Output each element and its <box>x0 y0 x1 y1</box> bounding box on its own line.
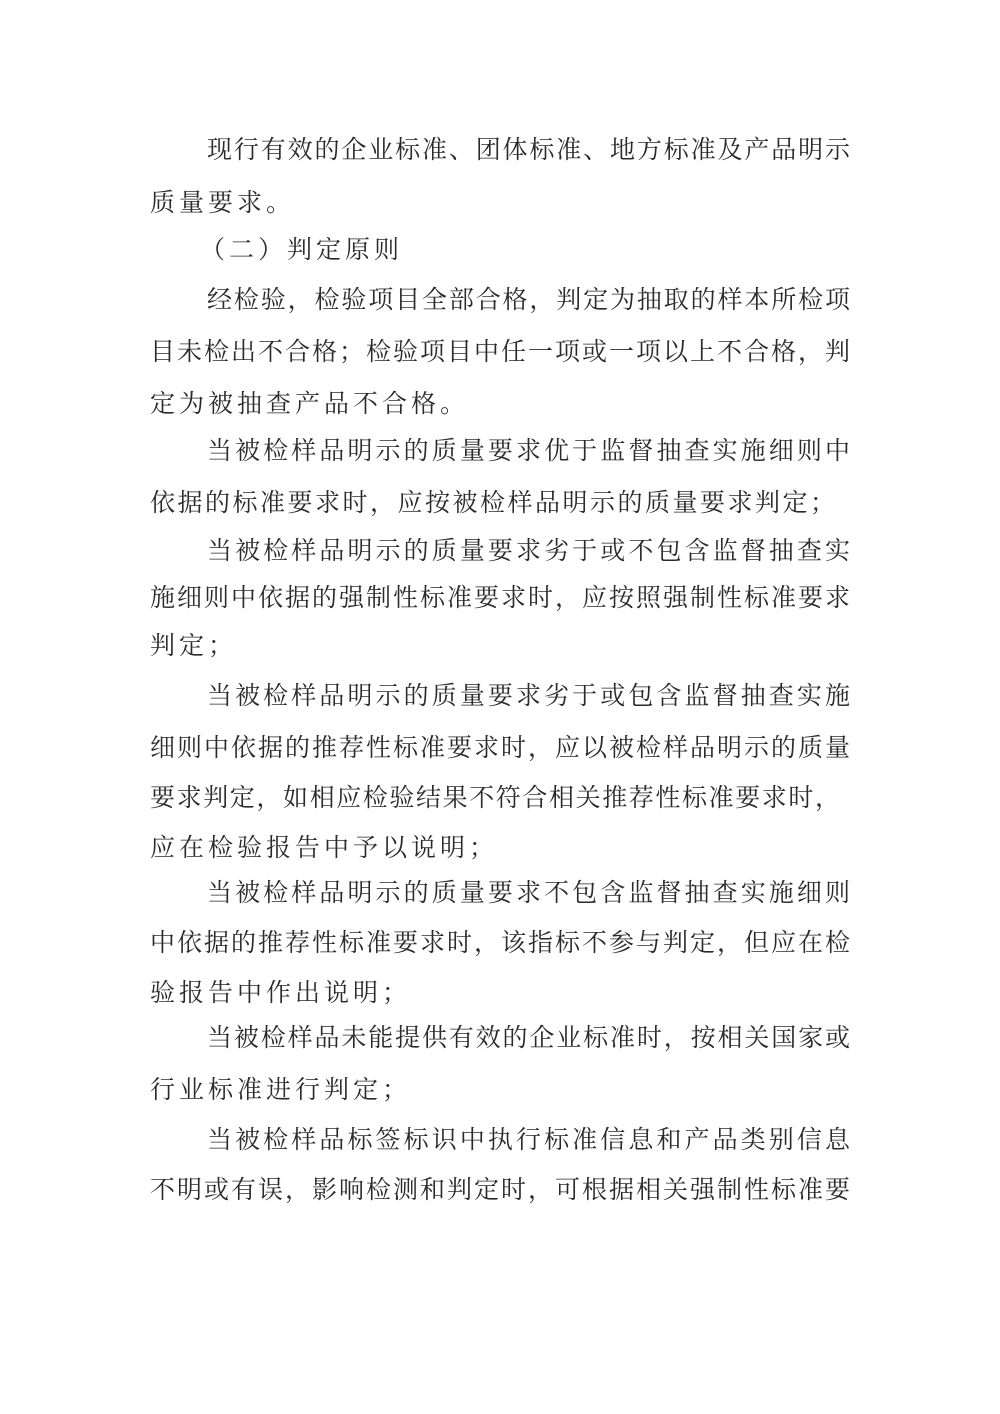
text-line: 行业标准进行判定； <box>150 1075 412 1104</box>
text-line: 当被检样品明示的质量要求不包含监督抽查实施细则 <box>207 878 850 907</box>
text-line: 中依据的推荐性标准要求时，该指标不参与判定，但应在检 <box>150 928 850 957</box>
text-line: 依据的标准要求时，应按被检样品明示的质量要求判定； <box>150 488 835 517</box>
text-line: 验报告中作出说明； <box>150 978 412 1007</box>
text-line: 当被检样品明示的质量要求劣于或不包含监督抽查实 <box>207 536 850 565</box>
text-line: 当被检样品明示的质量要求优于监督抽查实施细则中 <box>207 436 850 465</box>
text-line: 目未检出不合格；检验项目中任一项或一项以上不合格，判 <box>150 337 850 366</box>
text-line: 当被检样品标签标识中执行标准信息和产品类别信息 <box>207 1125 850 1154</box>
text-line: 现行有效的企业标准、团体标准、地方标准及产品明示 <box>207 135 850 164</box>
text-line: 不明或有误，影响检测和判定时，可根据相关强制性标准要 <box>150 1175 850 1204</box>
text-line: 定为被抽查产品不合格。 <box>150 389 470 418</box>
text-line: 当被检样品明示的质量要求劣于或包含监督抽查实施 <box>207 681 850 710</box>
text-line: 细则中依据的推荐性标准要求时，应以被检样品明示的质量 <box>150 733 850 762</box>
section-heading: （二）判定原则 <box>200 235 404 264</box>
text-line: 判定； <box>150 631 238 660</box>
text-line: 施细则中依据的强制性标准要求时，应按照强制性标准要求 <box>150 583 850 612</box>
text-line: 经检验，检验项目全部合格，判定为抽取的样本所检项 <box>207 285 850 314</box>
text-line: 要求判定，如相应检验结果不符合相关推荐性标准要求时， <box>150 783 840 812</box>
text-line: 应在检验报告中予以说明； <box>150 833 499 862</box>
text-line: 质量要求。 <box>150 188 296 217</box>
text-line: 当被检样品未能提供有效的企业标准时，按相关国家或 <box>207 1023 850 1052</box>
